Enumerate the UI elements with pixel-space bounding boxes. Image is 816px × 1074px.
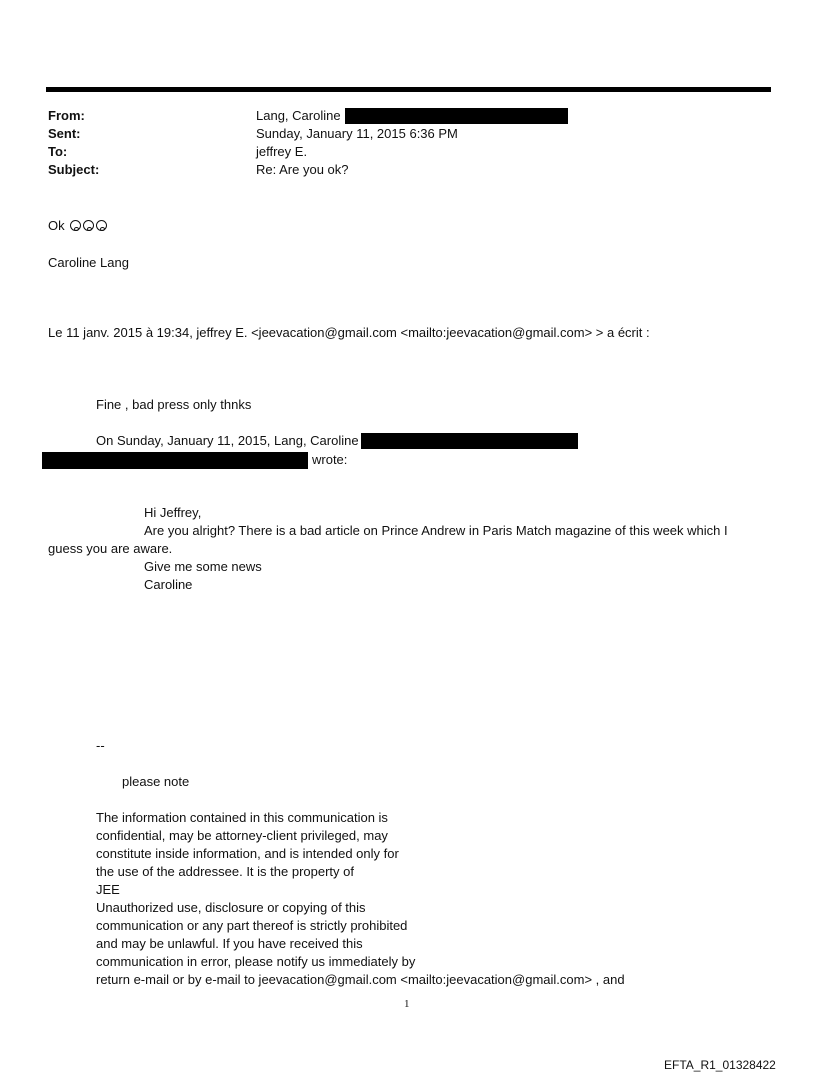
from-label: From: — [48, 108, 85, 123]
disclaimer-line: confidential, may be attorney-client privileged, may — [96, 828, 388, 843]
nested-quote-header: On Sunday, January 11, 2015, Lang, Caroline — [96, 433, 359, 448]
astonished-face-icon — [83, 220, 94, 231]
redaction-block — [361, 433, 578, 449]
disclaimer-line: communication in error, please notify us immediately by — [96, 954, 416, 969]
message-signature: Caroline — [144, 577, 193, 592]
disclaimer-line: return e-mail or by e-mail to jeevacation@gmail.com <mailto:jeevacation@gmail.com> , and — [96, 972, 625, 987]
separator: -- — [96, 738, 105, 753]
disclaimer-line: communication or any part thereof is strictly prohibited — [96, 918, 408, 933]
disclaimer-line: and may be unlawful. If you have received this — [96, 936, 363, 951]
disclaimer-line: The information contained in this communication is — [96, 810, 388, 825]
message-line: Give me some news — [144, 559, 262, 574]
disclaimer-line: the use of the addressee. It is the property of — [96, 864, 354, 879]
disclaimer-line: JEE — [96, 882, 120, 897]
header-rule — [46, 87, 771, 92]
reply-line — [48, 217, 107, 235]
to-label: To: — [48, 144, 68, 159]
message-line: guess you are aware. — [48, 541, 173, 556]
to-value: jeffrey E. — [256, 144, 308, 159]
subject-value: Re: Are you ok? — [256, 162, 349, 177]
from-value: Lang, Caroline — [256, 108, 341, 123]
quoted-reply: Fine , bad press only thnks — [96, 397, 252, 412]
disclaimer-line: Unauthorized use, disclosure or copying of this — [96, 900, 366, 915]
redaction-block — [42, 452, 308, 469]
reply-text: Ok — [48, 218, 65, 233]
sent-value: Sunday, January 11, 2015 6:36 PM — [256, 126, 458, 141]
disclaimer-note: please note — [122, 774, 190, 789]
astonished-face-icon — [96, 220, 107, 231]
disclaimer-line: constitute inside information, and is intended only for — [96, 846, 399, 861]
page-number: 1 — [404, 998, 410, 1010]
sent-label: Sent: — [48, 126, 81, 141]
greeting: Hi Jeffrey, — [144, 505, 202, 520]
document-id: EFTA_R1_01328422 — [664, 1058, 776, 1072]
redaction-block — [345, 108, 568, 124]
signature: Caroline Lang — [48, 255, 129, 270]
quote-header: Le 11 janv. 2015 à 19:34, jeffrey E. <jeevacation@gmail.com <mailto:jeevacation@gmail.com> > a écrit : — [48, 325, 650, 340]
message-line: Are you alright? There is a bad article on Prince Andrew in Paris Match magazine of this week which I — [144, 523, 728, 538]
subject-label: Subject: — [48, 162, 100, 177]
astonished-face-icon — [70, 220, 81, 231]
nested-wrote: wrote: — [312, 452, 348, 467]
